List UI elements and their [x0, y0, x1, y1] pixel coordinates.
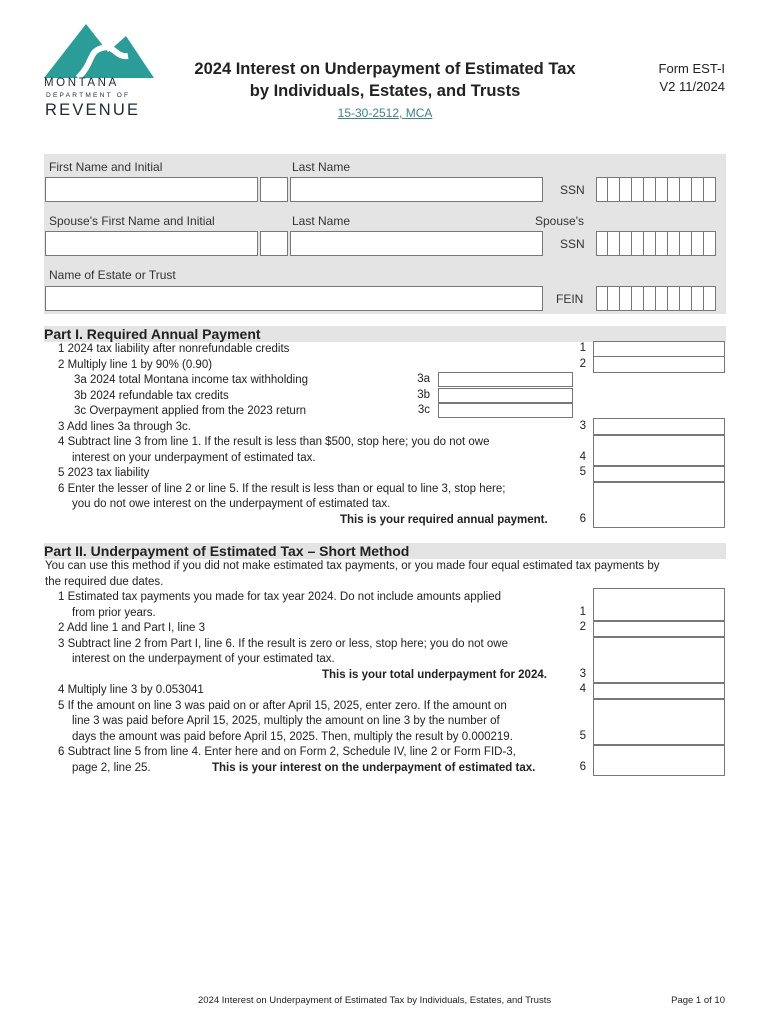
form-title [170, 58, 600, 102]
part1-num-3a: 3a [417, 373, 430, 385]
first-name-field[interactable] [45, 177, 258, 202]
title-line-1: 2024 Interest on Underpayment of Estimated Tax [194, 60, 576, 78]
part1-line3c-text: 3c Overpayment applied from the 2023 return [74, 405, 307, 417]
footer-page-number: Page 1 of 10 [671, 995, 725, 1006]
part1-num-3: 3 [579, 420, 586, 432]
part1-line3c-input[interactable] [438, 403, 573, 418]
spouse-ssn-field[interactable] [596, 231, 716, 256]
part1-num-5: 5 [579, 466, 586, 478]
part1-num-4: 4 [579, 451, 586, 463]
statute-link[interactable]: 15-30-2512, MCA [337, 106, 433, 120]
title-line-2: by Individuals, Estates, and Trusts [249, 82, 521, 100]
spouse-ssn-label-2: SSN [560, 237, 585, 251]
form-number: Form EST-I [658, 61, 725, 76]
part1-line4-input[interactable] [593, 435, 725, 466]
estate-trust-field[interactable] [45, 286, 543, 311]
part1-num-6: 6 [579, 513, 586, 525]
last-name-field[interactable] [290, 177, 543, 202]
form-id [610, 60, 725, 96]
part2-line5-input[interactable] [593, 699, 725, 745]
logo-text-montana: MONTANA [44, 77, 119, 89]
part1-line3a-text: 3a 2024 total Montana income tax withholding [74, 374, 308, 386]
part1-line4-text-b: interest on your underpayment of estimated tax. [72, 452, 316, 464]
part2-line6-text-b: page 2, line 25. [72, 762, 151, 774]
part2-line3-input[interactable] [593, 637, 725, 683]
first-name-label: First Name and Initial [49, 160, 163, 174]
part1-line3-text: 3 Add lines 3a through 3c. [58, 421, 191, 433]
part1-num-3c: 3c [417, 404, 430, 416]
part2-line2-input[interactable] [593, 621, 725, 637]
part1-heading: Part I. Required Annual Payment [44, 326, 726, 342]
part1-line3-input[interactable] [593, 418, 725, 435]
part1-line1-input[interactable] [593, 341, 725, 357]
part2-intro-line1: You can use this method if you did not make estimated tax payments, or you made four equal estimated tax payments by [45, 560, 660, 572]
part1-line6-text-a: 6 Enter the lesser of line 2 or line 5. If the result is less than or equal to line 3, stop here; [58, 483, 506, 495]
spouse-last-name-label: Last Name [292, 214, 351, 228]
part2-num-2: 2 [579, 621, 586, 633]
part2-line1-input[interactable] [593, 588, 725, 621]
part1-line2-input[interactable] [593, 356, 725, 373]
part2-line5-text-c: days the amount was paid before April 15, 2025. Then, multiply the result by 0.000219. [72, 731, 513, 743]
part1-line3b-input[interactable] [438, 388, 573, 403]
fein-label: FEIN [556, 292, 584, 306]
part2-line1-text-b: from prior years. [72, 607, 156, 619]
part1-line2-text: 2 Multiply line 1 by 90% (0.90) [58, 359, 213, 371]
form-version: V2 11/2024 [659, 79, 725, 94]
spouse-initial-field[interactable] [260, 231, 288, 256]
part2-line4-text: 4 Multiply line 3 by 0.053041 [58, 684, 204, 696]
part2-line5-text-b: line 3 was paid before April 15, 2025, multiply the amount on line 3 by the number of [72, 715, 500, 727]
part2-line5-text-a: 5 If the amount on line 3 was paid on or after April 15, 2025, enter zero. If the amount on [58, 700, 507, 712]
part2-num-4: 4 [579, 683, 586, 695]
part2-line3-text-b: interest on the underpayment of your estimated tax. [72, 653, 335, 665]
part2-line1-text-a: 1 Estimated tax payments you made for tax year 2024. Do not include amounts applied [58, 591, 502, 603]
part2-num-1: 1 [579, 606, 586, 618]
part1-line4-text-a: 4 Subtract line 3 from line 1. If the result is less than $500, stop here; you do not owe [58, 436, 490, 448]
part2-num-3: 3 [579, 668, 586, 680]
part1-num-2: 2 [579, 358, 586, 370]
part2-heading: Part II. Underpayment of Estimated Tax – Short Method [44, 543, 726, 559]
spouse-first-name-field[interactable] [45, 231, 258, 256]
part1-line3a-input[interactable] [438, 372, 573, 387]
part2-interest-text: This is your interest on the underpayment of estimated tax. [212, 762, 536, 774]
part1-line6-text-b: you do not owe interest on the underpayment of estimated tax. [72, 498, 391, 510]
part1-line3b-text: 3b 2024 refundable tax credits [74, 390, 229, 402]
estate-trust-label: Name of Estate or Trust [49, 268, 176, 282]
spouse-last-name-field[interactable] [290, 231, 543, 256]
part2-line6-input[interactable] [593, 745, 725, 776]
ssn-label: SSN [560, 183, 585, 197]
footer-title: 2024 Interest on Underpayment of Estimated Tax by Individuals, Estates, and Trusts [198, 995, 552, 1006]
logo-text-revenue: REVENUE [45, 101, 141, 119]
fein-field[interactable] [596, 286, 716, 311]
part2-total-underpayment-text: This is your total underpayment for 2024. [322, 669, 547, 681]
part1-line1-text: 1 2024 tax liability after nonrefundable credits [58, 343, 290, 355]
montana-logo-mountain [44, 22, 154, 78]
part1-required-payment-text: This is your required annual payment. [340, 514, 548, 526]
last-name-label: Last Name [292, 160, 351, 174]
ssn-field[interactable] [596, 177, 716, 202]
part2-line6-text-a: 6 Subtract line 5 from line 4. Enter here and on Form 2, Schedule IV, line 2 or Form FID-3, [58, 746, 516, 758]
part2-num-5: 5 [579, 730, 586, 742]
part2-intro-line2: the required due dates. [45, 576, 164, 588]
part2-line2-text: 2 Add line 1 and Part I, line 3 [58, 622, 206, 634]
part1-line5-text: 5 2023 tax liability [58, 467, 150, 479]
initial-field[interactable] [260, 177, 288, 202]
part2-line4-input[interactable] [593, 683, 725, 699]
part1-num-3b: 3b [417, 389, 430, 401]
part1-num-1: 1 [579, 342, 586, 354]
part1-line6-input[interactable] [593, 482, 725, 528]
part2-line3-text-a: 3 Subtract line 2 from Part I, line 6. If the result is zero or less, stop here; you do not owe [58, 638, 508, 650]
spouse-first-name-label: Spouse's First Name and Initial [49, 214, 215, 228]
spouse-ssn-label-1: Spouse's [535, 214, 584, 228]
part2-num-6: 6 [579, 761, 586, 773]
part1-line5-input[interactable] [593, 466, 725, 482]
logo-text-department: DEPARTMENT OF [46, 92, 131, 99]
